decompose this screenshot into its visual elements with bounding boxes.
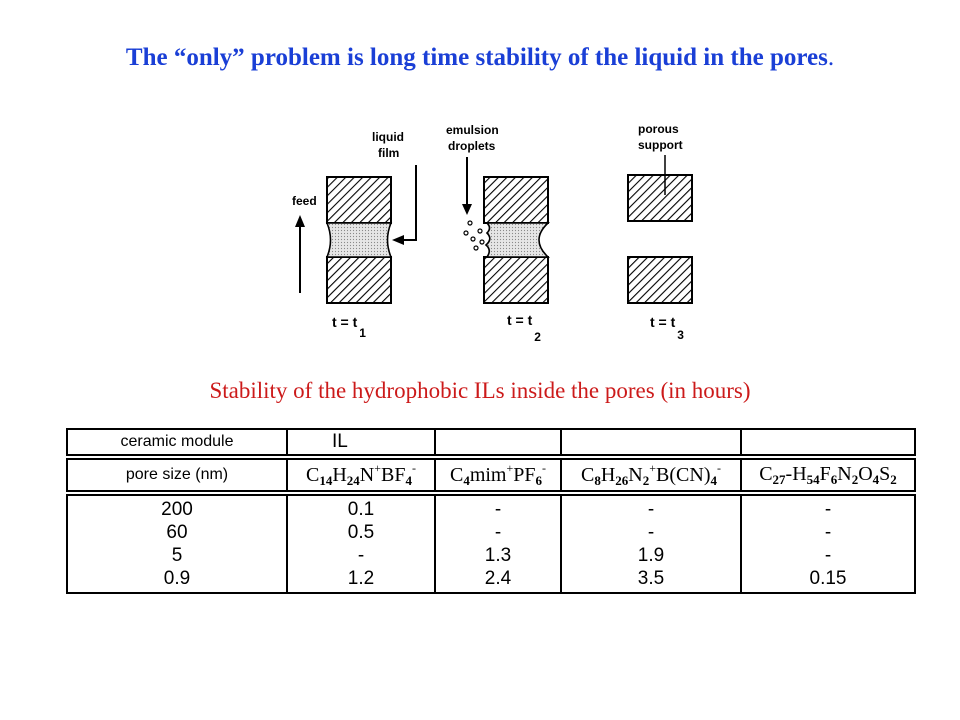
- stability-table: [66, 428, 916, 594]
- table-cell: 0.15: [809, 568, 847, 589]
- slide-title-text: The “only” problem is long time stability of the liquid in the pores: [125, 44, 828, 71]
- slide-title-period: .: [827, 44, 835, 71]
- emulsion-droplet: [478, 229, 482, 233]
- table-cell: -: [494, 522, 502, 543]
- pore-size-values: [67, 495, 287, 593]
- table-cell: 0.5: [347, 522, 375, 543]
- header-row-pore: [67, 459, 915, 491]
- emulsion-droplet: [464, 231, 468, 235]
- table-cell: 1.2: [347, 568, 375, 589]
- emulsion-droplet: [474, 246, 478, 250]
- table-cell: 1.9: [637, 545, 665, 566]
- table-cell: -: [647, 522, 655, 543]
- liquid-label-1: liquid: [372, 130, 404, 144]
- table-cell: -: [357, 545, 365, 566]
- panel-t2: [446, 123, 548, 344]
- header-pore-size: pore size (nm): [67, 459, 287, 491]
- table-cell: 60: [166, 522, 188, 543]
- il-c27h54f6n2o4s2: $C_{27}-H_{54}F_6N_2O_4S_2$: [741, 459, 915, 491]
- table-cell: -: [824, 522, 832, 543]
- il-c14h24n-bf4: $C_{14}H_{24}N^+BF_4^-$: [287, 459, 435, 491]
- table-body-row: [67, 495, 915, 593]
- liquid-film-arrow: [402, 165, 416, 240]
- table-cell: 200: [161, 499, 193, 520]
- table-cell: 2.4: [484, 568, 512, 589]
- table-cell: 1.3: [484, 545, 512, 566]
- porous-label-1: porous: [638, 122, 679, 136]
- pore-wall-top: [327, 177, 391, 223]
- il-c4mim-pf6: $C_4mim^+PF_6^-$: [435, 459, 561, 491]
- membrane-stability-diagram: [280, 115, 720, 350]
- emulsion-droplet: [480, 240, 484, 244]
- emulsion-droplet: [468, 221, 472, 225]
- header-il: IL: [287, 429, 435, 455]
- panel-t3: [628, 122, 692, 342]
- emulsion-label-1: emulsion: [446, 123, 499, 137]
- header-empty: [741, 429, 915, 455]
- state-label-1: t = t1: [332, 314, 366, 340]
- header-empty: [435, 429, 561, 455]
- table-cell: -: [824, 545, 832, 566]
- table-cell: 0.1: [347, 499, 375, 520]
- pore-wall-top: [628, 175, 692, 221]
- pore-wall-bottom: [484, 257, 548, 303]
- slide-title: [0, 44, 960, 72]
- table-caption: Stability of the hydrophobic ILs inside the pores (in hours): [209, 378, 751, 403]
- pore-wall-bottom: [327, 257, 391, 303]
- porous-label-2: support: [638, 138, 683, 152]
- table-cell: 0.9: [163, 568, 191, 589]
- state-label-2: t = t2: [507, 312, 541, 344]
- col4-values: [741, 495, 915, 593]
- liquid-label-2: film: [378, 146, 400, 160]
- feed-label: feed: [292, 194, 317, 208]
- state-label-3: t = t3: [650, 314, 684, 342]
- liquid-film-eroding: [486, 223, 548, 257]
- header-ceramic-module: ceramic module: [67, 429, 287, 455]
- col2-values: [435, 495, 561, 593]
- feed-arrow: [295, 215, 305, 227]
- table-cell: -: [647, 499, 655, 520]
- col3-values: [561, 495, 741, 593]
- table-cell: 5: [171, 545, 183, 566]
- pore-wall-top: [484, 177, 548, 223]
- il-c8h26n2-bcn4: $C_8H_{26}N_2^+B(CN)_4^-$: [561, 459, 741, 491]
- table-cell: 3.5: [637, 568, 665, 589]
- header-row-module: [67, 429, 915, 455]
- emulsion-label-2: droplets: [448, 139, 496, 153]
- header-empty: [561, 429, 741, 455]
- table-cell: -: [494, 499, 502, 520]
- emulsion-droplet: [471, 237, 475, 241]
- panel-t1: [292, 130, 416, 340]
- col1-values: [287, 495, 435, 593]
- table-cell: -: [824, 499, 832, 520]
- liquid-film: [327, 223, 391, 257]
- pore-wall-bottom: [628, 257, 692, 303]
